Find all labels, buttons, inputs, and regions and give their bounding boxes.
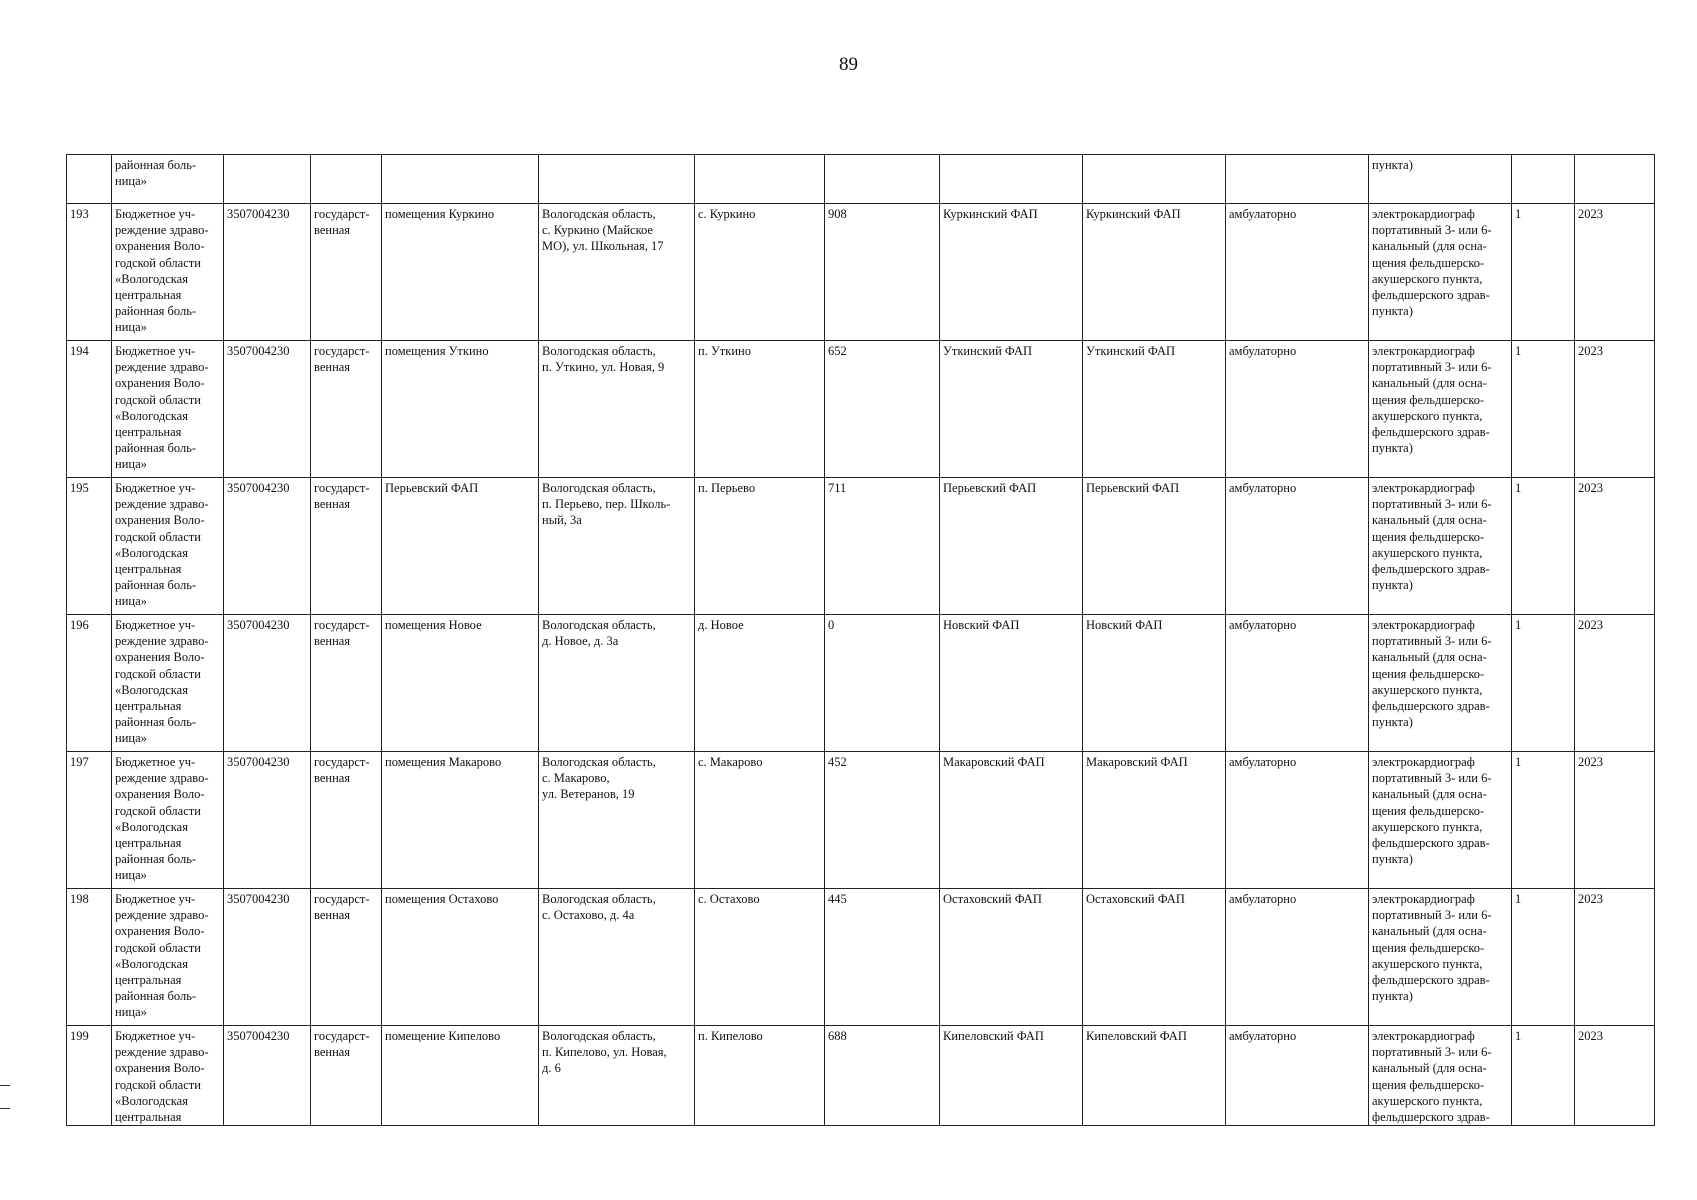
cell-org: районная боль- ница»	[112, 155, 224, 204]
cell-equipment: пункта)	[1369, 155, 1512, 204]
cell-equipment: электрокардиограф портативный 3- или 6- канальный (для осна- щения фельдшерско- акушерского пункта, фельдшерского здрав- пункта)	[1369, 889, 1512, 1026]
cell-inn: 3507004230	[224, 204, 311, 341]
cell-num: 194	[67, 341, 112, 478]
cell-inn: 3507004230	[224, 1026, 311, 1126]
table-row	[67, 478, 1655, 615]
table-row-continued	[67, 155, 1655, 204]
cell-premises: помещения Уткино	[382, 341, 539, 478]
cell-premises: помещения Макарово	[382, 752, 539, 889]
cell-year: 2023	[1575, 341, 1655, 478]
cell-population	[825, 155, 940, 204]
cell-year: 2023	[1575, 889, 1655, 1026]
cell-premises: Перьевский ФАП	[382, 478, 539, 615]
cell-unit	[940, 155, 1083, 204]
cell-locality: п. Уткино	[695, 341, 825, 478]
cell-ownership: государст- венная	[311, 889, 382, 1026]
cell-care: амбулаторно	[1226, 752, 1369, 889]
cell-address: Вологодская область, д. Новое, д. 3а	[539, 615, 695, 752]
cell-address: Вологодская область, п. Уткино, ул. Новая, 9	[539, 341, 695, 478]
cell-qty: 1	[1512, 341, 1575, 478]
cell-equipment: электрокардиограф портативный 3- или 6- канальный (для осна- щения фельдшерско- акушерского пункта, фельдшерского здрав- пункта)	[1369, 752, 1512, 889]
cell-unit2: Уткинский ФАП	[1083, 341, 1226, 478]
cell-unit: Остаховский ФАП	[940, 889, 1083, 1026]
cell-care: амбулаторно	[1226, 204, 1369, 341]
cell-care: амбулаторно	[1226, 1026, 1369, 1126]
cell-premises	[382, 155, 539, 204]
cell-qty: 1	[1512, 478, 1575, 615]
cell-org: Бюджетное уч- реждение здраво- охранения Воло- годской области «Вологодская центральная районная боль- ница»	[112, 478, 224, 615]
cell-premises: помещения Новое	[382, 615, 539, 752]
cell-num: 199	[67, 1026, 112, 1126]
cell-locality: с. Макарово	[695, 752, 825, 889]
cell-unit2: Перьевский ФАП	[1083, 478, 1226, 615]
cell-num: 196	[67, 615, 112, 752]
cell-unit2: Остаховский ФАП	[1083, 889, 1226, 1026]
cell-ownership: государст- венная	[311, 1026, 382, 1126]
table-row	[67, 615, 1655, 752]
cell-num	[67, 155, 112, 204]
cell-year: 2023	[1575, 204, 1655, 341]
cell-unit: Новский ФАП	[940, 615, 1083, 752]
cell-care: амбулаторно	[1226, 478, 1369, 615]
cell-qty: 1	[1512, 889, 1575, 1026]
cell-qty	[1512, 155, 1575, 204]
cell-org: Бюджетное уч- реждение здраво- охранения Воло- годской области «Вологодская центральная районная боль- ница»	[112, 615, 224, 752]
cell-unit2: Макаровский ФАП	[1083, 752, 1226, 889]
cell-unit2	[1083, 155, 1226, 204]
cell-premises: помещения Остахово	[382, 889, 539, 1026]
cell-ownership: государст- венная	[311, 752, 382, 889]
cell-org: Бюджетное уч- реждение здраво- охранения Воло- годской области «Вологодская центральная	[112, 1026, 224, 1126]
cell-locality: п. Перьево	[695, 478, 825, 615]
cell-ownership: государст- венная	[311, 615, 382, 752]
cell-unit2: Новский ФАП	[1083, 615, 1226, 752]
cell-org: Бюджетное уч- реждение здраво- охранения Воло- годской области «Вологодская центральная районная боль- ница»	[112, 204, 224, 341]
cell-inn	[224, 155, 311, 204]
margin-mark-bottom	[0, 1108, 10, 1109]
cell-unit2: Куркинский ФАП	[1083, 204, 1226, 341]
cell-num: 193	[67, 204, 112, 341]
cell-care: амбулаторно	[1226, 615, 1369, 752]
table-row	[67, 341, 1655, 478]
cell-population: 652	[825, 341, 940, 478]
margin-mark-top	[0, 1085, 10, 1086]
cell-equipment: электрокардиограф портативный 3- или 6- канальный (для осна- щения фельдшерско- акушерского пункта, фельдшерского здрав- пункта)	[1369, 204, 1512, 341]
cell-qty: 1	[1512, 1026, 1575, 1126]
cell-locality	[695, 155, 825, 204]
cell-year	[1575, 155, 1655, 204]
cell-equipment: электрокардиограф портативный 3- или 6- канальный (для осна- щения фельдшерско- акушерского пункта, фельдшерского здрав- пункта)	[1369, 341, 1512, 478]
cell-address	[539, 155, 695, 204]
cell-locality: д. Новое	[695, 615, 825, 752]
table-row	[67, 889, 1655, 1026]
cell-care: амбулаторно	[1226, 341, 1369, 478]
cell-ownership: государст- венная	[311, 204, 382, 341]
cell-ownership	[311, 155, 382, 204]
cell-num: 197	[67, 752, 112, 889]
cell-population: 908	[825, 204, 940, 341]
cell-unit: Макаровский ФАП	[940, 752, 1083, 889]
cell-year: 2023	[1575, 1026, 1655, 1126]
cell-care	[1226, 155, 1369, 204]
facilities-table	[66, 154, 1655, 1126]
cell-address: Вологодская область, с. Куркино (Майское МО), ул. Школьная, 17	[539, 204, 695, 341]
cell-address: Вологодская область, п. Перьево, пер. Школь- ный, 3а	[539, 478, 695, 615]
table-row	[67, 1026, 1655, 1126]
page-number: 89	[839, 54, 858, 75]
cell-org: Бюджетное уч- реждение здраво- охранения Воло- годской области «Вологодская центральная районная боль- ница»	[112, 341, 224, 478]
cell-locality: п. Кипелово	[695, 1026, 825, 1126]
cell-unit: Перьевский ФАП	[940, 478, 1083, 615]
cell-inn: 3507004230	[224, 341, 311, 478]
cell-unit: Кипеловский ФАП	[940, 1026, 1083, 1126]
cell-population: 0	[825, 615, 940, 752]
cell-inn: 3507004230	[224, 752, 311, 889]
cell-inn: 3507004230	[224, 615, 311, 752]
cell-num: 198	[67, 889, 112, 1026]
cell-org: Бюджетное уч- реждение здраво- охранения Воло- годской области «Вологодская центральная районная боль- ница»	[112, 889, 224, 1026]
cell-qty: 1	[1512, 615, 1575, 752]
cell-ownership: государст- венная	[311, 341, 382, 478]
cell-year: 2023	[1575, 478, 1655, 615]
cell-premises: помещение Кипелово	[382, 1026, 539, 1126]
cell-year: 2023	[1575, 615, 1655, 752]
cell-population: 688	[825, 1026, 940, 1126]
cell-locality: с. Куркино	[695, 204, 825, 341]
cell-address: Вологодская область, п. Кипелово, ул. Новая, д. 6	[539, 1026, 695, 1126]
table-row	[67, 752, 1655, 889]
cell-care: амбулаторно	[1226, 889, 1369, 1026]
cell-population: 445	[825, 889, 940, 1026]
cell-inn: 3507004230	[224, 889, 311, 1026]
cell-unit: Уткинский ФАП	[940, 341, 1083, 478]
cell-address: Вологодская область, с. Макарово, ул. Ветеранов, 19	[539, 752, 695, 889]
cell-equipment: электрокардиограф портативный 3- или 6- канальный (для осна- щения фельдшерско- акушерского пункта, фельдшерского здрав-	[1369, 1026, 1512, 1126]
cell-equipment: электрокардиограф портативный 3- или 6- канальный (для осна- щения фельдшерско- акушерского пункта, фельдшерского здрав- пункта)	[1369, 478, 1512, 615]
cell-qty: 1	[1512, 752, 1575, 889]
cell-unit: Куркинский ФАП	[940, 204, 1083, 341]
cell-address: Вологодская область, с. Остахово, д. 4а	[539, 889, 695, 1026]
cell-inn: 3507004230	[224, 478, 311, 615]
cell-org: Бюджетное уч- реждение здраво- охранения Воло- годской области «Вологодская центральная районная боль- ница»	[112, 752, 224, 889]
cell-equipment: электрокардиограф портативный 3- или 6- канальный (для осна- щения фельдшерско- акушерского пункта, фельдшерского здрав- пункта)	[1369, 615, 1512, 752]
table-body	[67, 155, 1655, 1126]
cell-unit2: Кипеловский ФАП	[1083, 1026, 1226, 1126]
cell-qty: 1	[1512, 204, 1575, 341]
cell-premises: помещения Куркино	[382, 204, 539, 341]
cell-ownership: государст- венная	[311, 478, 382, 615]
table-row	[67, 204, 1655, 341]
cell-year: 2023	[1575, 752, 1655, 889]
cell-population: 711	[825, 478, 940, 615]
cell-population: 452	[825, 752, 940, 889]
cell-num: 195	[67, 478, 112, 615]
cell-locality: с. Остахово	[695, 889, 825, 1026]
